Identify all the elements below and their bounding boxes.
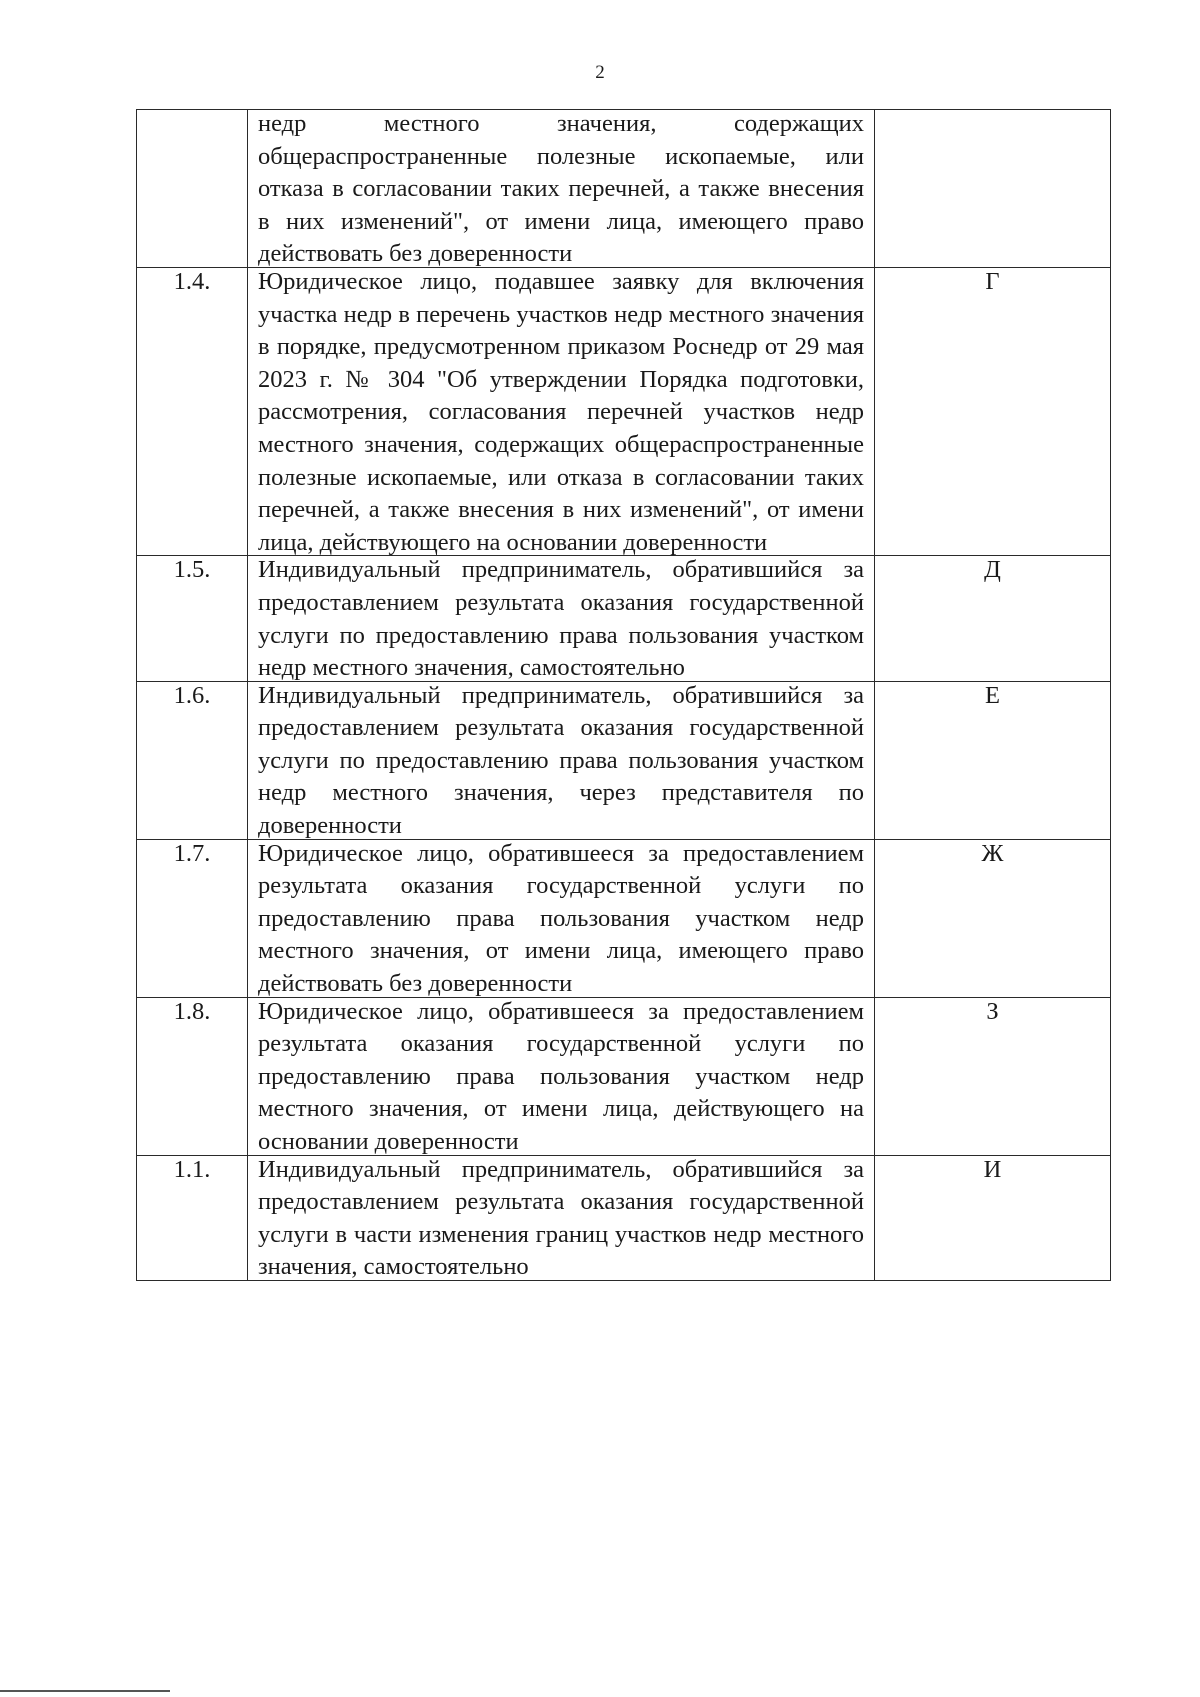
footer-rule	[0, 1690, 170, 1692]
row-number: 1.1.	[173, 1155, 211, 1183]
row-code-cell	[875, 997, 1111, 1155]
table-row	[137, 110, 1111, 268]
row-code: И	[983, 1155, 1002, 1183]
row-number: 1.5.	[173, 556, 211, 584]
row-number-cell	[137, 681, 248, 839]
row-code: Г	[985, 267, 1000, 295]
row-code-cell	[875, 110, 1111, 268]
row-description-cell	[248, 1155, 875, 1280]
table-row	[137, 997, 1111, 1155]
row-description-cell	[248, 839, 875, 997]
row-description-cell	[248, 997, 875, 1155]
row-number: 1.7.	[173, 839, 211, 867]
table-row	[137, 556, 1111, 681]
row-description: Юридическое лицо, подавшее заявку для включения участка недр в перечень участков недр местного значения в порядке, предусмотренном приказом Роснедр от 29 мая 2023 г. № 304 "Об утверждении Порядка подготовки, рассмотрения, согласования перечней участков недр местного значения, содержащих общераспространенные полезные ископаемые, или отказа в согласовании таких перечней, а также внесения в них изменений", от имени лица, действующего на основании доверенности	[258, 267, 864, 556]
row-code: Ж	[981, 839, 1004, 867]
row-code-cell	[875, 267, 1111, 555]
row-code-cell	[875, 1155, 1111, 1280]
row-number-cell	[137, 997, 248, 1155]
row-description-cell	[248, 681, 875, 839]
row-code-cell	[875, 556, 1111, 681]
row-number-cell	[137, 110, 248, 268]
row-description: Юридическое лицо, обратившееся за предоставлением результата оказания государственной услуги по предоставлению права пользования участком недр местного значения, от имени лица, действующего на основании доверенности	[258, 997, 864, 1155]
row-description: Индивидуальный предприниматель, обратившийся за предоставлением результата оказания государственной услуги по предоставлению права пользования участком недр местного значения, самостоятельно	[258, 556, 864, 682]
row-code: Д	[984, 556, 1001, 584]
row-description-cell	[248, 267, 875, 555]
row-number-cell	[137, 839, 248, 997]
row-code: З	[986, 997, 999, 1025]
row-number-cell	[137, 267, 248, 555]
table-row	[137, 267, 1111, 555]
document-table	[136, 109, 1111, 1281]
row-number-cell	[137, 1155, 248, 1280]
row-description-cell	[248, 556, 875, 681]
page-number: 2	[595, 62, 605, 83]
row-number: 1.4.	[173, 267, 211, 295]
row-description: Юридическое лицо, обратившееся за предоставлением результата оказания государственной услуги по предоставлению права пользования участком недр местного значения, от имени лица, имеющего право действовать без доверенности	[258, 839, 864, 998]
row-description: Индивидуальный предприниматель, обратившийся за предоставлением результата оказания государственной услуги по предоставлению права пользования участком недр местного значения, через представителя по доверенности	[258, 681, 864, 840]
table-row	[137, 681, 1111, 839]
row-number-cell	[137, 556, 248, 681]
row-number: 1.6.	[173, 681, 211, 709]
row-number: 1.8.	[173, 997, 211, 1025]
row-code-cell	[875, 681, 1111, 839]
table-row	[137, 1155, 1111, 1280]
row-code: Е	[985, 681, 1000, 709]
row-description: недр местного значения, содержащих общераспространенные полезные ископаемые, или отказа в согласовании таких перечней, а также внесения в них изменений", от имени лица, имеющего право действовать без доверенности	[258, 110, 864, 268]
row-description: Индивидуальный предприниматель, обратившийся за предоставлением результата оказания государственной услуги в части изменения границ участков недр местного значения, самостоятельно	[258, 1155, 864, 1281]
row-description-cell	[248, 110, 875, 268]
row-code-cell	[875, 839, 1111, 997]
table-row	[137, 839, 1111, 997]
